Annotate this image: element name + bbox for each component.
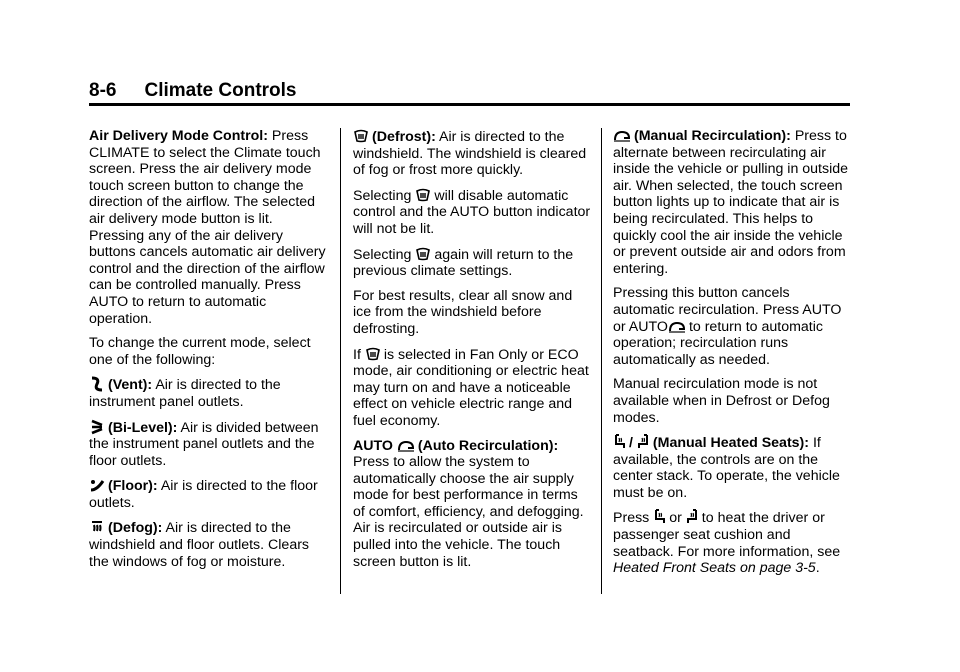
auto-label: AUTO [353, 437, 393, 454]
floor-paragraph [89, 477, 327, 511]
defrost-icon [415, 187, 431, 203]
bilevel-icon [89, 419, 105, 435]
column-2 [353, 128, 591, 578]
change-mode-paragraph [89, 335, 327, 368]
bilevel-label: (Bi-Level): [108, 419, 178, 436]
column-divider-2 [601, 128, 602, 594]
heated-seats-reference-link[interactable]: Heated Front Seats on page 3-5 [613, 560, 816, 577]
vent-label: (Vent): [108, 377, 153, 394]
selecting-disable-paragraph [353, 187, 591, 238]
column-divider-1 [340, 128, 341, 594]
heated-seat-passenger-icon [637, 434, 650, 450]
column-1 [89, 128, 327, 578]
floor-text: Air is directed to the floor outlets. [89, 478, 318, 511]
or-text: or [669, 510, 682, 527]
manual-recirc-label: (Manual Recirculation): [634, 128, 791, 144]
defog-icon [89, 519, 105, 535]
press-paragraph [613, 509, 851, 576]
period: . [815, 560, 820, 577]
air-delivery-paragraph [89, 128, 327, 327]
defrost-icon [353, 128, 369, 144]
air-delivery-text: Press CLIMATE to select the Climate touch screen. Press the air delivery mode touch screen button to change the direction of the airflow. The selected air delivery mode button is lit. Pressing any of the air delivery buttons cancels automatic air delivery control and the direction of the airflow can be controlled manually. Press AUTO to return to automatic operation. [89, 128, 326, 327]
defog-label: (Defog): [108, 520, 163, 537]
defrost-icon [415, 246, 431, 262]
auto-recirc-label: (Auto Recirculation): [417, 437, 559, 454]
best-results-text: For best results, clear all snow and ice from the windshield before defrosting. [353, 287, 573, 337]
vent-icon [89, 376, 105, 392]
recirculation-icon [668, 320, 686, 334]
if-text: If [353, 346, 361, 363]
air-delivery-label: Air Delivery Mode Control: [89, 128, 268, 144]
bilevel-text: Air is divided between the instrument panel outlets and the floor outlets. [89, 419, 319, 469]
press-text-2: to heat the driver or passenger seat cushion and seatback. For more information, see [613, 510, 841, 560]
section-title: Climate Controls [144, 80, 297, 101]
auto-recirc-text: Press to allow the system to automatically choose the air supply mode for best performance in terms of comfort, efficiency, and defogging. Air is recirculated or outside air is pulled into the vehicle. The touch screen button is lit. [353, 454, 584, 570]
heated-seats-text: If available, the controls are on the center stack. To operate, the vehicle must be on. [613, 435, 840, 501]
if-selected-text: is selected in Fan Only or ECO mode, air conditioning or electric heat may turn on and have a noticeable effect on vehicle electric range and fuel economy. [353, 346, 589, 429]
heated-seats-label: (Manual Heated Seats): [652, 435, 810, 452]
defrost-label: (Defrost): [372, 129, 436, 145]
if-selected-paragraph [353, 346, 591, 430]
heated-seats-paragraph [613, 434, 851, 501]
page-number: 8-6 [89, 80, 117, 101]
bilevel-paragraph [89, 419, 327, 470]
floor-icon [89, 477, 105, 493]
selecting-again-paragraph [353, 246, 591, 280]
vent-text: Air is directed to the instrument panel outlets. [89, 377, 281, 410]
manual-recirc-text: Press to alternate between recirculating air inside the vehicle or pulling in outside air. When selected, the touch screen button lights up to indicate that air is being recirculated. This helps to quickly cool the air inside the vehicle or prevent outside air and odors from entering. [613, 128, 849, 277]
cancel-text-2: to return to automatic operation; recirculation runs automatically as needed. [613, 318, 823, 368]
column-3 [613, 128, 851, 585]
cancel-paragraph [613, 285, 851, 368]
change-mode-text: To change the current mode, select one of the following: [89, 335, 311, 368]
heated-seat-passenger-icon [686, 509, 699, 525]
manual-recirc-paragraph [613, 128, 851, 277]
defrost-icon [365, 346, 381, 362]
selecting-text: Selecting [353, 246, 412, 263]
seats-slash: / [629, 435, 633, 452]
heated-seat-driver-icon [653, 509, 666, 525]
not-available-paragraph [613, 376, 851, 426]
defrost-paragraph [353, 128, 591, 179]
disable-text: will disable automatic control and the AUTO button indicator will not be lit. [353, 187, 591, 237]
press-text: Press [613, 510, 650, 527]
recirculation-icon [613, 129, 631, 143]
defog-text: Air is directed to the windshield and floor outlets. Clears the windows of fog or moisture. [89, 520, 310, 570]
selecting-text: Selecting [353, 187, 412, 204]
heated-seat-driver-icon [613, 434, 626, 450]
not-available-text: Manual recirculation mode is not available when in Defrost or Defog modes. [613, 376, 830, 426]
auto-recirc-paragraph [353, 438, 591, 571]
best-results-paragraph [353, 288, 591, 338]
defrost-text: Air is directed to the windshield. The windshield is cleared of fog or frost more quickly. [353, 129, 587, 179]
vent-paragraph [89, 376, 327, 410]
again-text: again will return to the previous climate settings. [353, 246, 574, 280]
recirculation-icon [397, 439, 415, 453]
defog-paragraph [89, 519, 327, 570]
floor-label: (Floor): [108, 478, 158, 495]
cancel-text: Pressing this button cancels automatic recirculation. Press AUTO or AUTO [613, 285, 842, 335]
page-header [89, 80, 297, 102]
header-rule [89, 103, 850, 106]
